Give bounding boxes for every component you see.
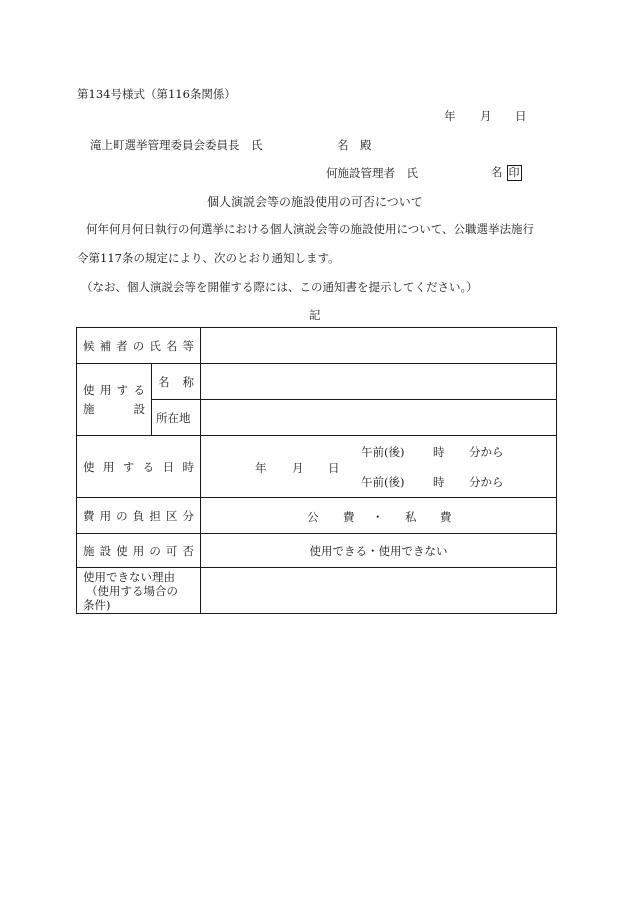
- start-hour: 時: [433, 445, 445, 459]
- facility-name-label: 名 称: [158, 374, 194, 389]
- facility-label-line2: 施 設: [83, 402, 145, 416]
- body-line-1: 何年何月何日執行の何選挙における個人演説会等の施設使用について、公職選挙法施行: [86, 222, 535, 236]
- date-month-label: 月: [480, 109, 492, 123]
- availability-label: 施 設 使 用 の 可 否: [83, 543, 194, 558]
- facility-location-label: 所在地: [156, 410, 191, 425]
- dt-year: 年: [255, 461, 267, 475]
- candidate-label: 候 補 者 の 氏 名 等: [83, 338, 194, 353]
- reason-label-line1: 使用できない理由: [83, 569, 175, 584]
- body-line-2: 令第117条の規定により、次のとおり通知します。: [77, 251, 340, 265]
- ki-heading: 記: [309, 308, 321, 322]
- table-row: [77, 568, 557, 614]
- availability-label-cell: [77, 534, 201, 568]
- end-hour: 時: [433, 475, 445, 489]
- datetime-label-cell: [77, 436, 201, 498]
- cost-public-2: 費: [343, 510, 355, 524]
- seal-mark: 印: [508, 166, 520, 179]
- document-title: 個人演説会等の施設使用の可否について: [207, 195, 423, 209]
- candidate-value-cell: [201, 328, 557, 364]
- table-row: [77, 498, 557, 534]
- table-row: [77, 328, 557, 364]
- sender-suffix: 名: [491, 165, 503, 179]
- cost-separator: ・: [372, 510, 384, 524]
- start-ampm: 午前(後): [361, 445, 405, 459]
- note-line: （なお、個人演説会等を開催する際には、この通知書を提示してください。）: [81, 280, 478, 294]
- table-row: [77, 534, 557, 568]
- dt-month: 月: [292, 461, 304, 475]
- sender-signature: [491, 164, 522, 181]
- facility-name-value-cell: [201, 364, 557, 400]
- cost-label-cell: [77, 498, 201, 534]
- cost-public-1: 公: [307, 510, 319, 524]
- date-day-label: 日: [515, 109, 527, 123]
- datetime-value-cell: [201, 436, 557, 498]
- facility-label-cell: [77, 364, 152, 436]
- form-number: 第134号様式（第116条関係）: [77, 87, 236, 101]
- cost-private-2: 費: [440, 510, 452, 524]
- reason-label-line2: （使用する場合の: [86, 583, 178, 598]
- facility-location-label-cell: [152, 400, 201, 436]
- availability-value: 使用できる・使用できない: [309, 543, 448, 558]
- dt-day: 日: [328, 461, 340, 475]
- facility-name-label-cell: [152, 364, 201, 400]
- end-minute: 分から: [469, 475, 504, 489]
- table-row: [77, 364, 557, 400]
- cost-private-1: 私: [405, 510, 417, 524]
- candidate-label-cell: [77, 328, 201, 364]
- datetime-label: 使 用 す る 日 時: [83, 459, 194, 474]
- date-year-label: 年: [444, 109, 456, 123]
- availability-value-cell: [201, 534, 557, 568]
- addressee-suffix: 名 殿: [337, 138, 372, 152]
- facility-location-value-cell: [201, 400, 557, 436]
- reason-value-cell: [201, 568, 557, 614]
- addressee-name: 滝上町選挙管理委員会委員長 氏: [90, 138, 263, 152]
- reason-label-cell: [77, 568, 201, 614]
- table-row: [77, 436, 557, 498]
- cost-label: 費 用 の 負 担 区 分: [83, 508, 194, 523]
- start-minute: 分から: [469, 445, 504, 459]
- end-ampm: 午前(後): [361, 475, 405, 489]
- sender-title: 何施設管理者 氏: [326, 166, 418, 180]
- cost-value-cell: [201, 498, 557, 534]
- facility-use-table: [76, 327, 557, 614]
- reason-label-line3: 条件): [83, 597, 111, 612]
- facility-label-line1: 使 用 す る: [83, 383, 145, 397]
